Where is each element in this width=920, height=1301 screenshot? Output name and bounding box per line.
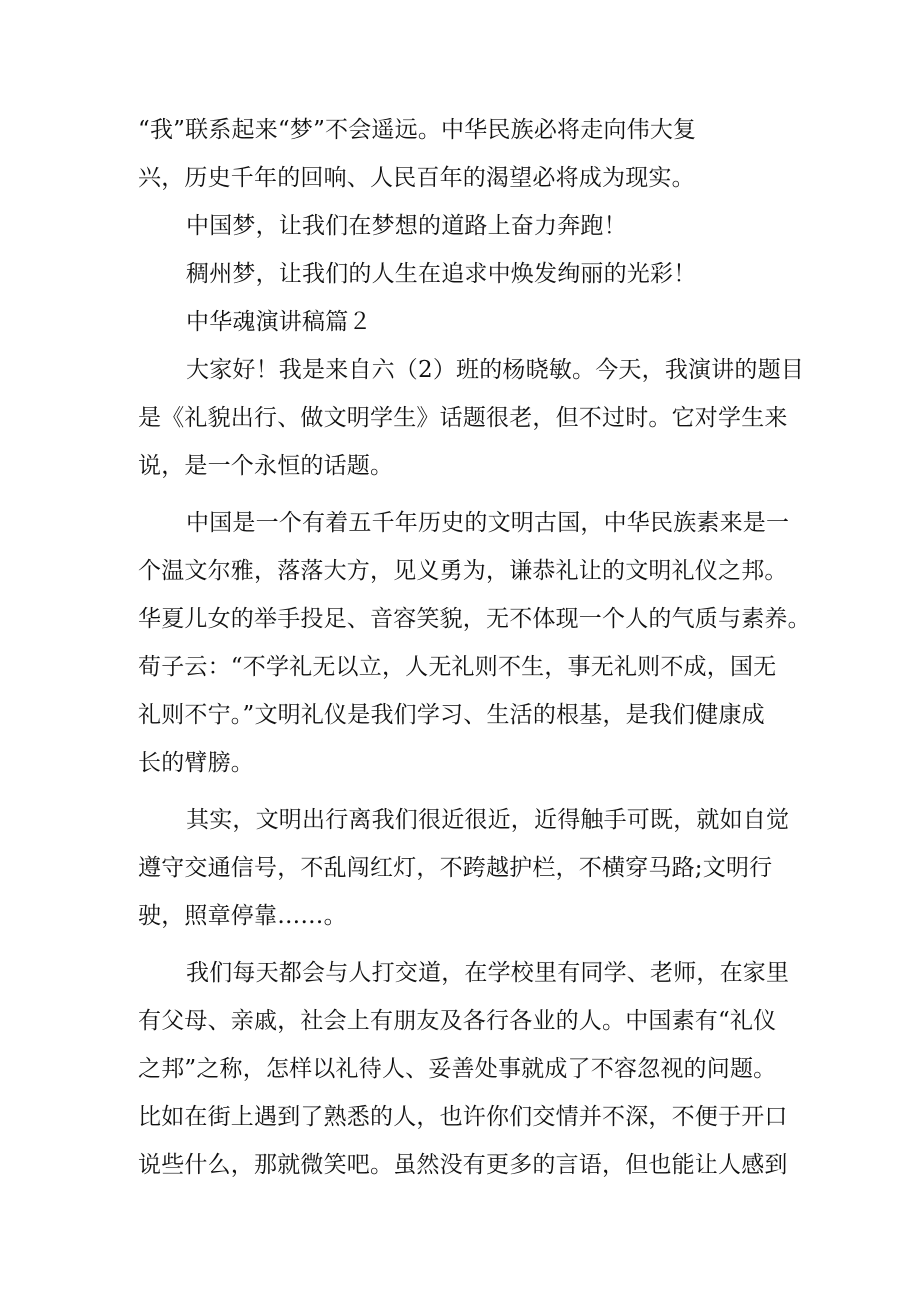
speech-text [138, 108, 811, 1188]
text-line: 遵守交通信号，不乱闯红灯，不跨越护栏，不横穿马路;文明行 [138, 855, 773, 881]
text-line: 长的臂膀。 [138, 750, 254, 776]
text-line: 荀子云：“不学礼无以立，人无礼则不生，事无礼则不成，国无 [138, 654, 777, 680]
text-line: 之邦”之称，怎样以礼待人、妥善处事就成了不容忽视的问题。 [138, 1056, 777, 1082]
text-line: 稠州梦，让我们的人生在追求中焕发绚丽的光彩！ [186, 261, 697, 287]
text-line: “我”联系起来“梦”不会遥远。中华民族必将走向伟大复 [138, 117, 697, 143]
text-line: 有父母、亲戚，社会上有朋友及各行各业的人。中国素有“礼仪 [138, 1008, 777, 1034]
text-line: 说，是一个永恒的话题。 [138, 453, 394, 479]
text-line: 说些什么，那就微笑吧。虽然没有更多的言语，但也能让人感到 [138, 1152, 788, 1178]
text-line: 是《礼貌出行、做文明学生》话题很老，但不过时。它对学生来 [138, 405, 788, 431]
section-title: 中华魂演讲稿篇２ [186, 309, 372, 335]
text-line: 大家好！我是来自六（2）班的杨晓敏。今天，我演讲的题目 [186, 357, 805, 383]
text-line: 其实，文明出行离我们很近很近，近得触手可既，就如自觉 [186, 807, 790, 833]
text-line: 我们每天都会与人打交道，在学校里有同学、老师，在家里 [186, 960, 790, 986]
text-line: 比如在街上遇到了熟悉的人，也许你们交情并不深，不便于开口 [138, 1104, 788, 1130]
text-line: 个温文尔雅，落落大方，见义勇为，谦恭礼让的文明礼仪之邦。 [138, 558, 788, 584]
text-line: 兴，历史千年的回响、人民百年的渴望必将成为现实。 [138, 165, 695, 191]
text-line: 中国梦，让我们在梦想的道路上奋力奔跑！ [186, 213, 627, 239]
text-line: 礼则不宁。”文明礼仪是我们学习、生活的根基，是我们健康成 [138, 702, 765, 728]
text-line: 中国是一个有着五千年历史的文明古国，中华民族素来是一 [186, 510, 790, 536]
text-line: 华夏儿女的举手投足、音容笑貌，无不体现一个人的气质与素养。 [138, 606, 811, 632]
text-line: 驶，照章停靠……。 [138, 903, 347, 929]
